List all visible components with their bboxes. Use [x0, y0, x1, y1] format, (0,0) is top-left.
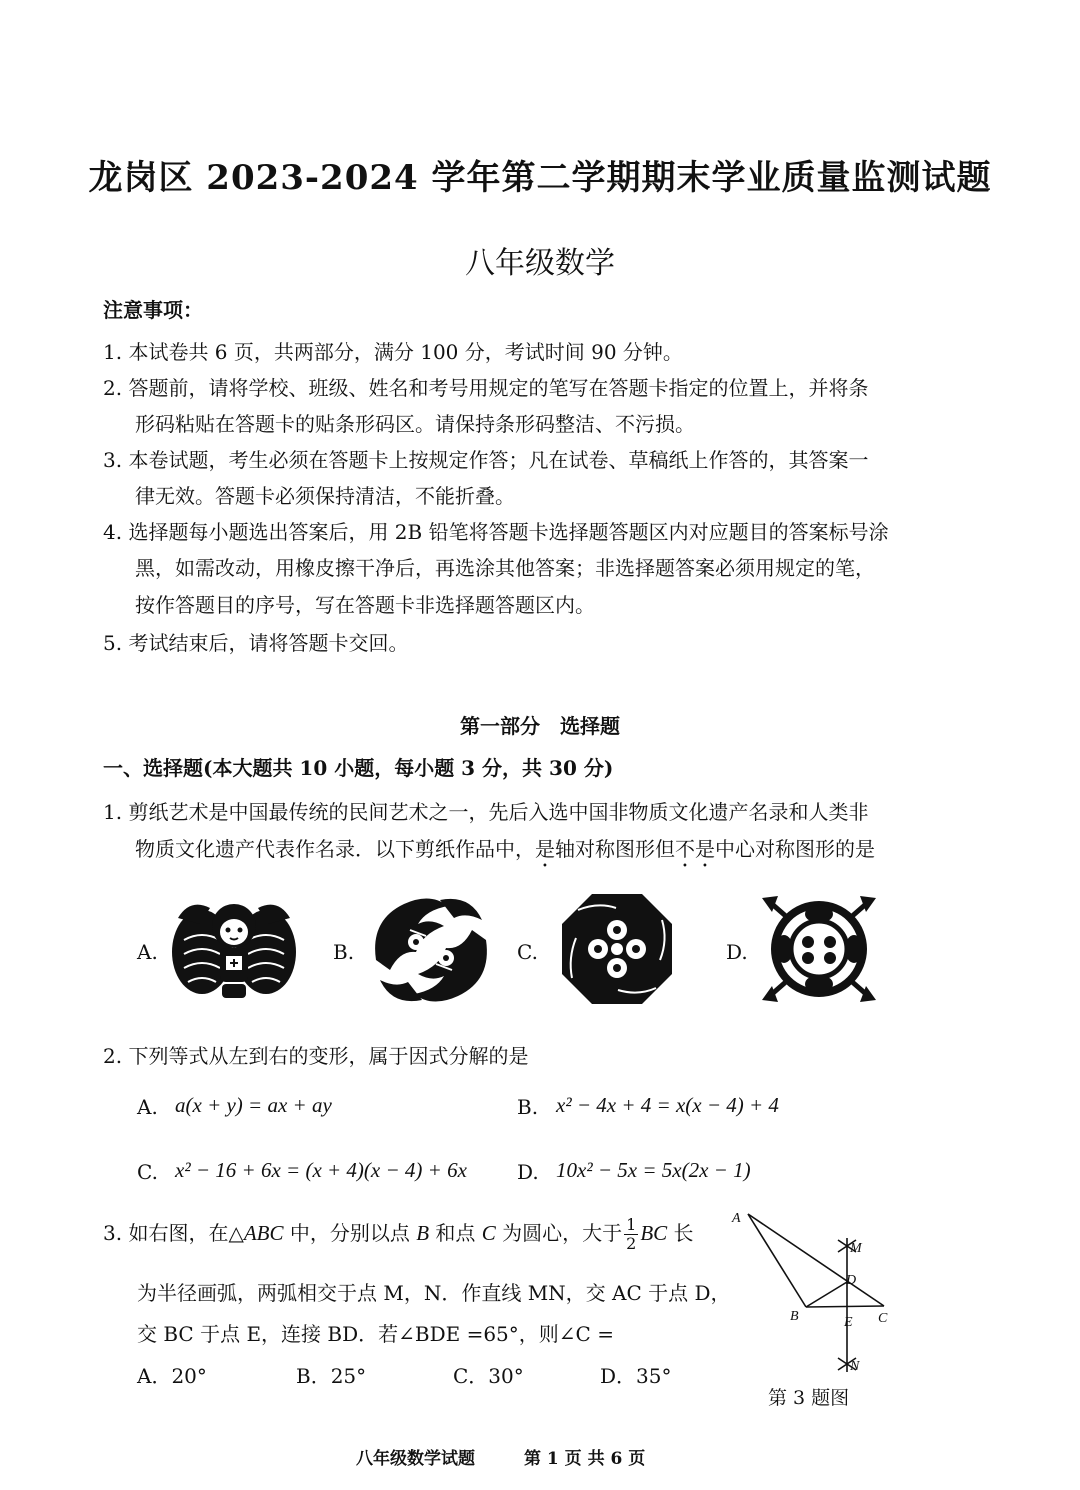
label-n: N	[850, 1359, 860, 1374]
q3-point-b: B	[416, 1221, 430, 1245]
q1-text: 轴对称图形但	[555, 837, 675, 861]
segment-ac	[748, 1214, 884, 1306]
label-b: B	[790, 1309, 799, 1324]
q3-text: 中，分别以点	[283, 1221, 417, 1245]
notice-line: 1. 本试卷共 6 页，共两部分，满分 100 分，考试时间 90 分钟。	[103, 340, 683, 364]
q1-stem-line2	[135, 833, 875, 872]
q3-stem-line2: 为半径画弧，两弧相交于点 M，N．作直线 MN，交 AC 于点 D，	[137, 1281, 731, 1305]
paper-cut-fish-square-icon	[558, 888, 676, 1010]
q3-option-c: C．30°	[453, 1364, 524, 1388]
footer-left: 八年级数学试题	[356, 1449, 475, 1469]
q3-text: 和点	[429, 1221, 482, 1245]
q1-stem-line1: 1. 剪纸艺术是中国最传统的民间艺术之一，先后入选中国非物质文化遗产名录和人类非	[103, 800, 869, 824]
segment-bd	[806, 1282, 847, 1307]
notice-line: 律无效。答题卡必须保持清洁，不能折叠。	[135, 484, 515, 508]
paper-cut-crab-circle-icon	[758, 890, 880, 1008]
notice-line: 2. 答题前，请将学校、班级、姓名和考号用规定的笔写在答题卡指定的位置上，并将条	[103, 376, 869, 400]
segment-ab	[748, 1214, 806, 1307]
q3-text: 长	[667, 1221, 694, 1245]
q2-option-b-expr: x² − 4x + 4 = x(x − 4) + 4	[556, 1093, 779, 1117]
q2-option-b-label: B.	[517, 1095, 539, 1119]
q3-option-b: B．25°	[296, 1364, 367, 1388]
q3-stem-line1	[103, 1216, 694, 1253]
q1-option-a-label: A.	[137, 940, 158, 964]
notice-line: 形码粘贴在答题卡的贴条形码区。请保持条形码整洁、不污损。	[135, 412, 695, 436]
q2-option-a-expr: a(x + y) = ax + ay	[175, 1093, 332, 1117]
q1-text: 中心对称图形的是	[715, 837, 875, 861]
fraction-numerator: 1	[626, 1215, 637, 1234]
fraction-denominator: 2	[626, 1234, 637, 1253]
q3-option-d: D．35°	[600, 1364, 672, 1388]
notice-line: 5. 考试结束后，请将答题卡交回。	[103, 631, 409, 655]
q1-emphasis: 不是	[675, 837, 715, 861]
q2-option-d-expr: 10x² − 5x = 5x(2x − 1)	[556, 1158, 751, 1182]
section-heading: 一、选择题(本大题共 10 小题，每小题 3 分，共 30 分)	[103, 756, 614, 780]
q3-text: 为圆心，大于	[495, 1221, 623, 1245]
notice-line: 按作答题目的序号，写在答题卡非选择题答题区内。	[135, 593, 595, 617]
label-m: M	[850, 1241, 862, 1256]
label-c: C	[878, 1311, 888, 1326]
label-e: E	[844, 1315, 853, 1330]
q1-option-b-label: B.	[333, 940, 355, 964]
q1-text: 物质文化遗产代表作名录．以下剪纸作品中，	[135, 837, 535, 861]
label-a: A	[732, 1211, 741, 1226]
part-heading: 第一部分 选择题	[460, 714, 620, 738]
q3-segment-bc: BC	[640, 1221, 668, 1245]
notice-line: 3. 本卷试题，考生必须在答题卡上按规定作答；凡在试卷、草稿纸上作答的，其答案一	[103, 448, 869, 472]
q3-stem-line3: 交 BC 于点 E，连接 BD．若∠BDE =65°，则∠C =	[137, 1322, 614, 1346]
notice-line: 4. 选择题每小题选出答案后，用 2B 铅笔将答题卡选择题答题区内对应题目的答案标号涂	[103, 520, 889, 544]
q2-option-c-label: C.	[137, 1160, 158, 1184]
q1-option-c-label: C.	[517, 940, 538, 964]
q2-option-a-label: A.	[137, 1095, 158, 1119]
paper-cut-fish-child-icon	[170, 890, 298, 1002]
q3-triangle: ABC	[243, 1221, 284, 1245]
notice-heading: 注意事项：	[103, 298, 203, 322]
notice-line: 黑，如需改动，用橡皮擦干净后，再选涂其他答案；非选择题答案必须用规定的笔，	[135, 556, 875, 580]
page-title: 龙岗区 2023-2024 学年第二学期期末学业质量监测试题	[88, 158, 992, 198]
segment-bc	[806, 1306, 884, 1307]
figure-caption: 第 3 题图	[768, 1387, 850, 1409]
q2-stem: 2. 下列等式从左到右的变形，属于因式分解的是	[103, 1044, 529, 1068]
q1-option-d-label: D.	[726, 940, 748, 964]
q1-emphasis: 是	[535, 837, 555, 861]
paper-cut-phoenix-icon	[370, 890, 492, 1010]
q3-fraction	[624, 1216, 638, 1253]
q3-text: 3. 如右图，在△	[103, 1221, 244, 1245]
q2-option-c-expr: x² − 16 + 6x = (x + 4)(x − 4) + 6x	[175, 1158, 467, 1182]
q2-option-d-label: D.	[517, 1160, 539, 1184]
page-subtitle: 八年级数学	[465, 246, 615, 281]
q3-option-a: A．20°	[137, 1364, 207, 1388]
label-d: D	[846, 1273, 857, 1288]
q3-point-c: C	[481, 1221, 496, 1245]
q3-geometry-figure	[726, 1202, 896, 1382]
footer-page-number: 第 1 页 共 6 页	[524, 1449, 646, 1469]
